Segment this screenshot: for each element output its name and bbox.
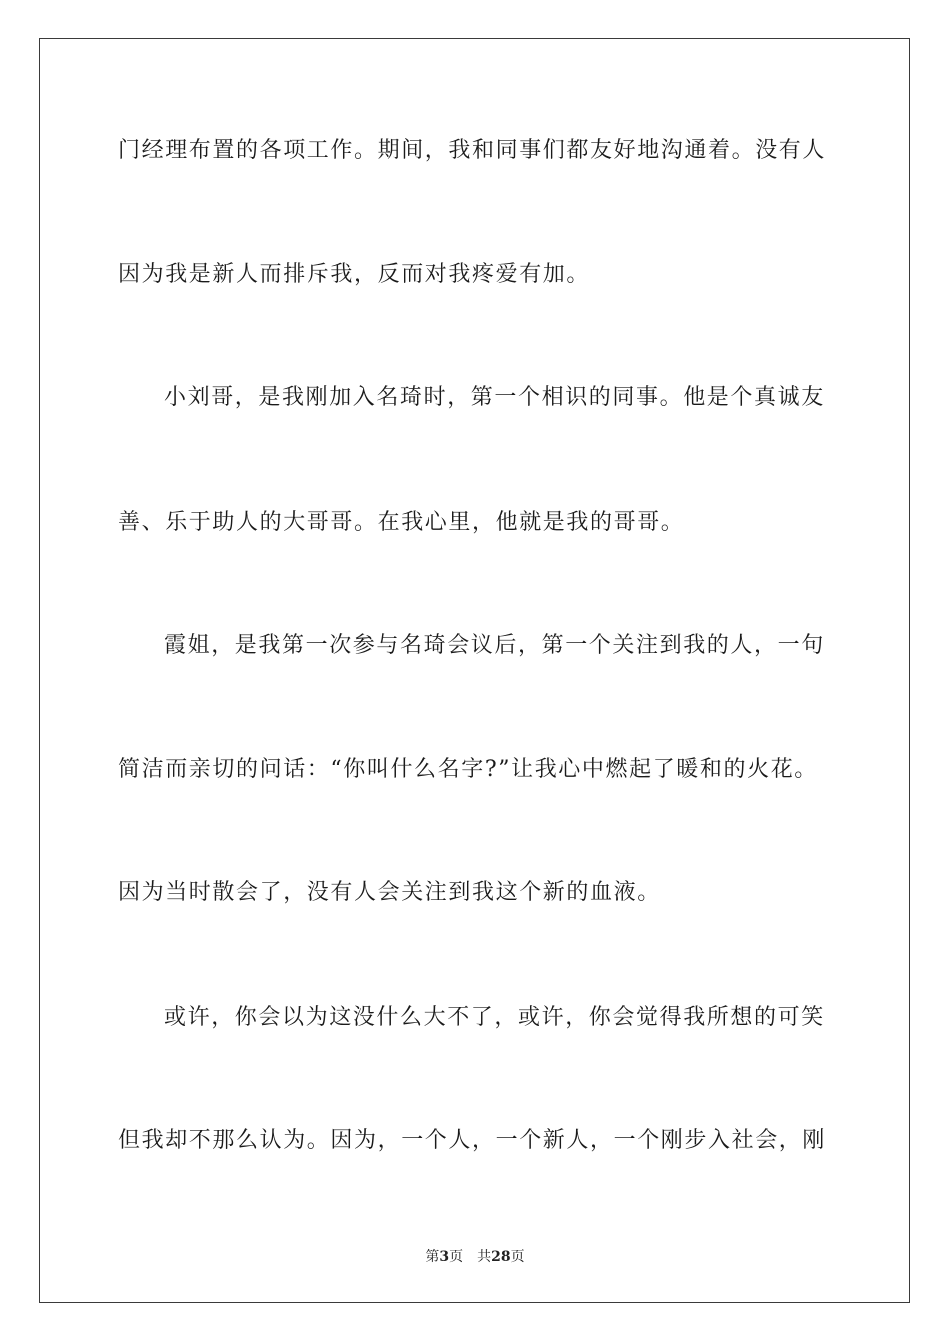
total-prefix: 共 xyxy=(477,1249,492,1265)
text-line-6: 简洁而亲切的问话：“你叫什么名字?”让我心中燃起了暖和的火花。 xyxy=(118,757,818,782)
text-line-1: 门经理布置的各项工作。期间，我和同事们都友好地沟通着。没有人 xyxy=(118,138,827,163)
page-total: 28 xyxy=(491,1249,511,1265)
page-prefix: 第 xyxy=(425,1249,440,1265)
text-line-2: 因为我是新人而排斥我，反而对我疼爱有加。 xyxy=(118,262,591,287)
page-suffix: 页 xyxy=(449,1249,464,1265)
text-line-5: 霞姐，是我第一次参与名琦会议后，第一个关注到我的人，一句 xyxy=(164,633,825,658)
text-line-7: 因为当时散会了，没有人会关注到我这个新的血液。 xyxy=(118,880,661,905)
page-border xyxy=(39,38,910,1303)
text-line-4: 善、乐于助人的大哥哥。在我心里，他就是我的哥哥。 xyxy=(118,510,685,535)
page-current: 3 xyxy=(439,1249,450,1265)
text-line-3: 小刘哥，是我刚加入名琦时，第一个相识的同事。他是个真诚友 xyxy=(164,385,825,410)
text-line-9: 但我却不那么认为。因为，一个人，一个新人，一个刚步入社会，刚 xyxy=(118,1128,827,1153)
text-line-8: 或许，你会以为这没什么大不了，或许，你会觉得我所想的可笑 xyxy=(164,1005,825,1030)
page-footer xyxy=(0,1248,950,1266)
total-suffix: 页 xyxy=(510,1249,525,1265)
